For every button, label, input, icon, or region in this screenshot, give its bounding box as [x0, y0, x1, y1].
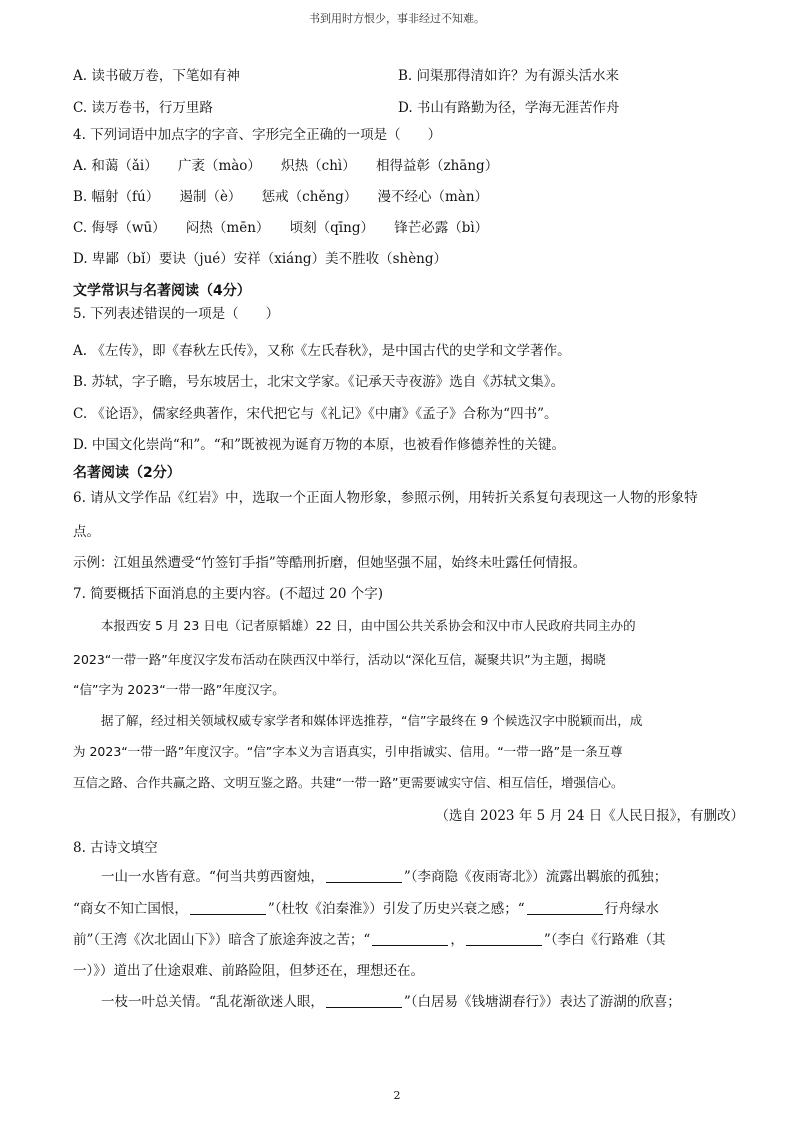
q4-option-c: C. 侮辱（wū） 闷热（mēn） 顷刻（qīng） 锋芒必露（bì） [73, 220, 489, 236]
q8-line-2-text-b: ”（杜牧《泊秦淮》）引发了历史兴衰之感；“ [267, 901, 525, 917]
page-header: 书到用时方恨少，事非经过不知难。 [309, 12, 485, 25]
q7-article-p2-line1: 据了解，经过相关领域权威专家学者和媒体评选推荐，“信”字最终在 9 个候选汉字中脱颖而出，成 [101, 713, 643, 728]
q3-option-c: C. 读万卷书，行万里路 [73, 100, 213, 116]
q8-line-2-text-a: “商女不知亡国恨， [73, 901, 188, 917]
q5-stem: 5. 下列表述错误的一项是（ ） [73, 306, 280, 322]
q3-option-d: D. 书山有路勤为径，学海无涯苦作舟 [398, 100, 620, 116]
answer-blank-3[interactable] [527, 900, 603, 915]
q7-stem: 7. 简要概括下面消息的主要内容。(不超过 20 个字) [73, 586, 383, 602]
q4-option-d: D. 卑鄙（bǐ）要诀（jué）安祥（xiáng）美不胜收（shèng） [73, 251, 448, 267]
page-number: 2 [393, 1089, 401, 1102]
section-title-literature: 文学常识与名著阅读（4分） [73, 283, 251, 299]
q5-option-a: A. 《左传》，即《春秋左氏传》，又称《左氏春秋》，是中国古代的史学和文学著作。 [73, 343, 571, 359]
q8-line-5-text-b: ”（白居易《钱塘湖春行》）表达了游湖的欣喜； [403, 994, 681, 1010]
q3-option-b: B. 问渠那得清如许？为有源头活水来 [398, 68, 620, 84]
q5-option-c: C. 《论语》，儒家经典著作，宋代把它与《礼记》《中庸》《孟子》合称为“四书”。 [73, 406, 558, 422]
q8-line-3-text-a: 前”（王湾《次北固山下》）暗含了旅途奔波之苦；“ [73, 932, 371, 948]
q6-example: 示例：江姐虽然遭受“竹签钉手指”等酷刑折磨，但她坚强不屈，始终未吐露任何情报。 [73, 555, 587, 571]
q8-line-5-text-a: 一枝一叶总关情。“乱花渐欲迷人眼， [101, 994, 324, 1010]
q7-article-p1-line2: 2023“一带一路”年度汉字发布活动在陕西汉中举行，活动以“深化互信，凝聚共识”为主题，揭晓 [73, 652, 606, 667]
q8-line-3-text-b: ， [450, 932, 464, 948]
q4-stem: 4. 下列词语中加点字的字音、字形完全正确的一项是（ ） [73, 127, 442, 143]
q6-line-1: 6. 请从文学作品《红岩》中，选取一个正面人物形象，参照示例，用转折关系复句表现这一人物的形象特 [73, 490, 698, 506]
q6-line-2: 点。 [73, 524, 100, 540]
q8-line-2 [73, 899, 659, 919]
q7-source: （选自 2023 年 5 月 24 日《人民日报》，有删改） [435, 808, 744, 824]
q8-line-1-text-a: 一山一水皆有意。“何当共剪西窗烛， [101, 869, 324, 885]
q8-line-2-text-c: 行舟绿水 [604, 901, 659, 917]
q7-article-p2-line2: 为 2023“一带一路”年度汉字。“信”字本义为言语真实，引申指诚实、信用。“一带一路”是一条互尊 [73, 744, 623, 759]
q7-article-p2-line3: 互信之路、合作共赢之路、文明互鉴之路。共建“一带一路”更需要诚实守信、相互信任，增强信心。 [73, 775, 624, 790]
q5-option-d: D. 中国文化崇尚“和”。“和”既被视为诞育万物的本原，也被看作修德养性的关键。 [73, 437, 566, 453]
q8-line-1-text-b: ”（李商隐《夜雨寄北》）流露出羁旅的孤独； [403, 869, 668, 885]
answer-blank-2[interactable] [190, 900, 266, 915]
q8-stem: 8. 古诗文填空 [73, 840, 158, 856]
q7-article-p1-line3: “信”字为 2023“一带一路”年度汉字。 [73, 682, 285, 697]
q4-option-a: A. 和蔼（ǎi） 广袤（mào） 炽热（chì） 相得益彰（zhāng） [73, 158, 499, 174]
q5-option-b: B. 苏轼，字子瞻，号东坡居士，北宋文学家。《记承天寺夜游》选自《苏轼文集》。 [73, 374, 565, 390]
answer-blank-1[interactable] [326, 868, 402, 883]
q3-option-a: A. 读书破万卷，下笔如有神 [73, 68, 240, 84]
q8-line-3-text-c: ”（李白《行路难（其 [543, 932, 666, 948]
q8-line-1 [101, 867, 667, 887]
answer-blank-6[interactable] [326, 993, 402, 1008]
q4-option-b: B. 幅射（fú） 遏制（è） 惩戒（chěng） 漫不经心（màn） [73, 189, 489, 205]
q8-line-3 [73, 930, 665, 950]
answer-blank-5[interactable] [466, 931, 542, 946]
q8-line-4: 一）》）道出了仕途艰难、前路险阻，但梦还在，理想还在。 [73, 963, 424, 979]
answer-blank-4[interactable] [372, 931, 448, 946]
q7-article-p1-line1: 本报西安 5 月 23 日电（记者原韬雄）22 日，由中国公共关系协会和汉中市人民政府共同主办的 [101, 618, 636, 633]
section-title-classics: 名著阅读（2分） [73, 465, 181, 481]
q8-line-5 [101, 992, 681, 1012]
